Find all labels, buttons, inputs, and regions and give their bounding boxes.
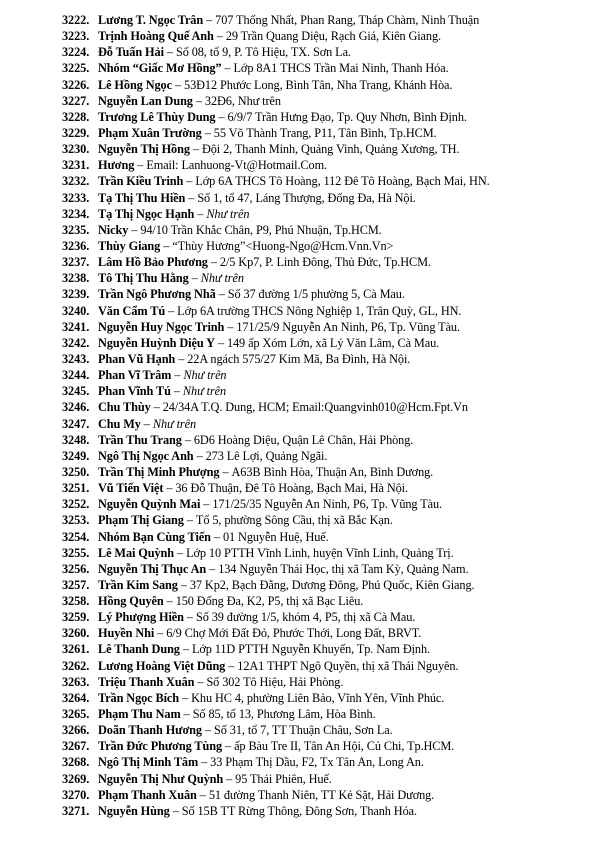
entry-address: Số 15B TT Rừng Thông, Đông Sơn, Thanh Hóa. (181, 803, 417, 818)
entry-name: Đỗ Tuấn Hải (98, 45, 164, 60)
list-item (62, 772, 587, 788)
entry-name: Phan Vũ Hạnh (98, 351, 176, 366)
entry-name: Phan Vĩ Trâm (98, 368, 172, 383)
entry-separator: – (222, 464, 229, 479)
entry-name: Phạm Xuân Trường (98, 125, 202, 140)
entry-number: 3237. (62, 255, 90, 270)
entry-address: 95 Thái Phiên, Huế. (235, 771, 332, 786)
entry-address: 273 Lê Lợi, Quảng Ngãi. (205, 448, 328, 463)
entry-name: Nguyễn Lan Dung (98, 93, 193, 108)
entry-address: Đội 2, Thanh Minh, Quảng Vinh, Quảng Xương, TH. (201, 142, 460, 157)
list-item (62, 691, 587, 707)
entry-name: Trần Thu Trang (98, 432, 182, 447)
entry-separator: – (195, 93, 202, 108)
entry-name: Phạm Thu Nam (98, 707, 181, 722)
entry-address: 24/34A T.Q. Dung, HCM; Email:Quangvinh010@Hcm.Fpt.Vn (162, 400, 468, 415)
entry-number: 3241. (62, 319, 90, 334)
entry-name: Nguyễn Hùng (98, 803, 170, 818)
entry-separator: – (228, 658, 235, 673)
entry-name: Phạm Thị Giang (98, 513, 184, 528)
entry-address: 6/9 Chợ Mới Đất Đỏ, Phước Thới, Long Đất, BRVT. (166, 626, 422, 641)
entry-separator: – (213, 529, 220, 544)
entry-address: ấp Bàu Tre II, Tân An Hội, Củ Chi, Tp.HCM. (234, 739, 455, 754)
entry-address: 94/10 Trần Khắc Chân, P9, Phú Nhuận, Tp.HCM. (140, 222, 382, 237)
entry-address: 55 Võ Thành Trang, P11, Tân Bình, Tp.HCM. (213, 125, 437, 140)
entry-separator: – (184, 432, 191, 447)
entry-separator: – (174, 77, 182, 92)
list-item (62, 594, 587, 610)
entry-name: Hồng Quyên (98, 594, 164, 609)
entry-address: Lớp 10 PTTH Vĩnh Linh, huyện Vĩnh Linh, Quảng Trị. (186, 545, 454, 560)
entry-address: Số 08, tổ 9, P. Tô Hiệu, TX. Sơn La. (175, 45, 351, 60)
list-item (62, 400, 587, 416)
entry-number: 3271. (62, 803, 90, 818)
entry-address: 37 Kp2, Bạch Đằng, Dương Đông, Phú Quốc, Kiên Giang. (189, 577, 475, 592)
list-item (62, 449, 587, 465)
entry-name: Chu Thùy (98, 400, 151, 415)
entry-separator: – (182, 690, 189, 705)
list-item (62, 707, 587, 723)
entry-name: Nguyễn Thị Như Quỳnh (98, 771, 224, 786)
entry-name: Văn Cẩm Tú (98, 303, 166, 318)
list-item (62, 384, 587, 400)
entry-separator: – (204, 125, 211, 140)
entry-separator: – (206, 13, 213, 27)
entry-number: 3253. (62, 513, 90, 528)
entry-name: Lê Thanh Dung (98, 642, 180, 657)
entry-name: Hương (98, 158, 135, 173)
list-item (62, 61, 587, 77)
entry-separator: – (227, 319, 234, 334)
entry-separator: – (192, 142, 199, 157)
entry-separator: – (137, 158, 144, 173)
entry-address: 2/5 Kp7, P. Linh Đông, Thủ Đức, Tp.HCM. (219, 255, 431, 270)
entry-name: Ngô Thị Minh Tâm (98, 755, 199, 770)
entry-number: 3252. (62, 497, 90, 512)
entry-number: 3242. (62, 335, 90, 350)
entry-name: Trần Đức Phương Tùng (98, 739, 223, 754)
entry-address: 171/25/9 Nguyễn An Ninh, P6, Tp. Vũng Tàu. (236, 319, 460, 334)
list-item (62, 723, 587, 739)
list-item (62, 174, 587, 190)
entry-address: 171/25/35 Nguyễn An Ninh, P6, Tp. Vũng Tàu. (212, 497, 443, 512)
list-item (62, 578, 587, 594)
entry-name: Doãn Thanh Hương (98, 723, 202, 738)
entry-separator: – (204, 723, 212, 738)
list-item (62, 304, 587, 320)
list-item (62, 336, 587, 352)
entry-number: 3267. (62, 739, 90, 754)
list-item (62, 433, 587, 449)
entry-separator: – (143, 416, 150, 431)
entry-number: 3228. (62, 109, 90, 124)
entry-name: Nguyễn Thị Hồng (98, 142, 190, 157)
entry-separator: – (168, 303, 175, 318)
entry-name: Lê Hồng Ngọc (98, 77, 172, 92)
entry-number: 3227. (62, 93, 90, 108)
list-item (62, 562, 587, 578)
entry-number: 3268. (62, 755, 90, 770)
entry-address: 33 Phạm Thị Dầu, F2, Tx Tân An, Long An. (210, 755, 424, 770)
list-item (62, 465, 587, 481)
entry-address: A63B Bình Hòa, Thuận An, Bình Dương. (231, 464, 434, 479)
list-item (62, 368, 587, 384)
entry-name: Nhóm “Giấc Mơ Hồng” (98, 61, 222, 76)
entry-separator: – (209, 561, 216, 576)
list-item (62, 739, 587, 755)
entry-number: 3257. (62, 577, 90, 592)
entry-number: 3229. (62, 125, 90, 140)
entry-number: 3256. (62, 561, 90, 576)
entry-number: 3230. (62, 142, 90, 157)
entry-address: Tổ 5, phường Sông Cầu, thị xã Bắc Kạn. (195, 513, 393, 528)
entry-address: Như trên (200, 271, 244, 286)
entry-number: 3264. (62, 690, 90, 705)
entry-separator: – (218, 287, 225, 302)
entry-address: 6D6 Hoàng Diệu, Quận Lê Chân, Hải Phòng. (193, 432, 414, 447)
entry-name: Trần Kim Sang (98, 577, 178, 592)
list-item (62, 207, 587, 223)
list-item (62, 255, 587, 271)
entry-separator: – (210, 255, 217, 270)
list-item (62, 223, 587, 239)
entry-separator: – (178, 351, 185, 366)
entry-number: 3233. (62, 190, 90, 205)
entry-separator: – (173, 384, 180, 399)
entry-address: Số 1, tổ 47, Láng Thượng, Đống Đa, Hà Nội. (197, 190, 416, 205)
entry-address: Như trên (152, 416, 196, 431)
entry-number: 3260. (62, 626, 90, 641)
entry-separator: – (182, 642, 189, 657)
entry-name: Nguyễn Quỳnh Mai (98, 497, 201, 512)
entry-address: Như trên (183, 368, 227, 383)
entry-number: 3245. (62, 384, 90, 399)
entry-name: Trịnh Hoàng Quế Anh (98, 29, 214, 44)
address-list (62, 13, 587, 820)
entry-name: Nguyễn Huy Ngọc Trinh (98, 319, 225, 334)
entry-address: 29 Trần Quang Diệu, Rạch Giá, Kiên Giang. (225, 29, 441, 44)
list-item (62, 417, 587, 433)
entry-address: Như trên (182, 384, 227, 399)
entry-name: Tô Thị Thu Hằng (98, 271, 189, 286)
entry-separator: – (177, 545, 184, 560)
entry-number: 3258. (62, 594, 90, 609)
list-item (62, 642, 587, 658)
entry-name: Tạ Thị Thu Hiền (98, 190, 186, 205)
entry-address: 53Đ12 Phước Long, Bình Tân, Nha Trang, Khánh Hòa. (184, 77, 453, 92)
entry-number: 3238. (62, 271, 90, 286)
list-item (62, 513, 587, 529)
entry-address: 150 Đống Đa, K2, P5, thị xã Bạc Liêu. (175, 594, 364, 609)
entry-number: 3234. (62, 206, 90, 221)
entry-separator: – (191, 271, 198, 286)
entry-address: Email: Lanhuong-Vt@Hotmail.Com. (146, 158, 328, 173)
entry-address: Khu HC 4, phường Liên Bảo, Vĩnh Yên, Vĩnh Phúc. (191, 690, 445, 705)
list-item (62, 804, 587, 820)
entry-number: 3236. (62, 238, 90, 253)
list-item (62, 497, 587, 513)
entry-separator: – (183, 707, 190, 722)
entry-number: 3239. (62, 287, 90, 302)
list-item (62, 788, 587, 804)
list-item (62, 287, 587, 303)
entry-name: Triệu Thanh Xuân (98, 674, 195, 689)
entry-separator: – (157, 626, 164, 641)
list-item (62, 126, 587, 142)
entry-number: 3244. (62, 368, 90, 383)
entry-number: 3224. (62, 45, 90, 60)
entry-number: 3269. (62, 771, 90, 786)
entry-separator: – (188, 190, 195, 205)
entry-number: 3248. (62, 432, 90, 447)
entry-name: Trần Ngọc Bích (98, 690, 180, 705)
entry-address: 22A ngách 575/27 Kim Mã, Ba Đình, Hà Nội. (187, 351, 411, 366)
entry-name: Nhóm Bạn Cùng Tiến (98, 529, 211, 544)
entry-address: Lớp 11D PTTH Nguyễn Khuyến, Tp. Nam Định. (191, 642, 431, 657)
entry-number: 3266. (62, 723, 90, 738)
entry-name: Ngô Thị Ngọc Anh (98, 448, 194, 463)
list-item (62, 546, 587, 562)
entry-number: 3235. (62, 222, 90, 237)
entry-name: Trương Lê Thùy Dung (98, 109, 216, 124)
entry-number: 3222. (62, 13, 90, 27)
list-item (62, 158, 587, 174)
entry-number: 3232. (62, 174, 90, 189)
entry-number: 3265. (62, 707, 90, 722)
entry-name: Lương T. Ngọc Trân (98, 13, 204, 27)
list-item (62, 659, 587, 675)
entry-address: Số 37 đường 1/5 phường 5, Cà Mau. (227, 287, 405, 302)
entry-number: 3255. (62, 545, 90, 560)
list-item (62, 610, 587, 626)
entry-name: Trần Thị Minh Phượng (98, 464, 220, 479)
entry-address: 36 Đỗ Thuận, Đê Tô Hoàng, Bạch Mai, Hà Nội. (175, 481, 408, 496)
entry-separator: – (153, 400, 160, 415)
list-item (62, 271, 587, 287)
entry-separator: – (225, 739, 232, 754)
entry-number: 3226. (62, 77, 90, 92)
entry-address: Số 85, tổ 13, Phương Lâm, Hòa Bình. (192, 707, 376, 722)
entry-name: Nicky (98, 222, 129, 237)
entry-number: 3262. (62, 658, 90, 673)
entry-address: Số 302 Tô Hiệu, Hải Phòng. (206, 674, 344, 689)
list-item (62, 94, 587, 110)
list-item (62, 675, 587, 691)
entry-address: 32Đ6, Như trên (204, 93, 281, 108)
entry-separator: – (224, 61, 231, 76)
entry-separator: – (180, 577, 187, 592)
entry-address: 51 đường Thanh Niên, TT Kẻ Sặt, Hải Dương. (208, 787, 435, 802)
entry-number: 3261. (62, 642, 90, 657)
entry-separator: – (203, 497, 210, 512)
entry-name: Chu My (98, 416, 141, 431)
entry-number: 3270. (62, 787, 90, 802)
entry-name: Huyền Nhi (98, 626, 155, 641)
list-item (62, 530, 587, 546)
entry-number: 3223. (62, 29, 90, 44)
entry-separator: – (216, 29, 223, 44)
entry-separator: – (217, 335, 224, 350)
entry-separator: – (226, 771, 233, 786)
list-item (62, 110, 587, 126)
entry-name: Trần Ngô Phương Nhã (98, 287, 216, 302)
entry-address: 707 Thống Nhất, Phan Rang, Tháp Chàm, Ninh Thuận (215, 13, 480, 27)
entry-name: Phạm Thanh Xuân (98, 787, 197, 802)
entry-address: 134 Nguyễn Thái Học, thị xã Tam Kỳ, Quảng Nam. (218, 561, 469, 576)
entry-name: Lương Hoàng Việt Dũng (98, 658, 226, 673)
entry-name: Tạ Thị Ngọc Hạnh (98, 206, 195, 221)
entry-name: Lý Phượng Hiền (98, 610, 184, 625)
list-item (62, 13, 587, 29)
entry-separator: – (199, 787, 206, 802)
entry-number: 3243. (62, 351, 90, 366)
entry-address: Lớp 6A trường THCS Nông Nghiệp 1, Trân Quỳ, GL, HN. (177, 303, 462, 318)
entry-name: Thùy Giang (98, 238, 161, 253)
entry-separator: – (172, 803, 179, 818)
list-item (62, 626, 587, 642)
entry-number: 3259. (62, 610, 90, 625)
entry-address: 149 ấp Xóm Lớn, xã Lý Văn Lâm, Cà Mau. (226, 335, 440, 350)
entry-separator: – (218, 109, 225, 124)
list-item (62, 481, 587, 497)
entry-name: Nguyễn Thị Thục An (98, 561, 207, 576)
entry-number: 3247. (62, 416, 90, 431)
list-item (62, 29, 587, 45)
list-item (62, 191, 587, 207)
list-item (62, 45, 587, 61)
entry-separator: – (197, 674, 204, 689)
entry-address: Lớp 8A1 THCS Trần Mai Ninh, Thanh Hóa. (233, 61, 449, 76)
entry-separator: – (186, 174, 193, 189)
entry-name: Phan Vĩnh Tú (98, 384, 171, 399)
entry-separator: – (163, 238, 170, 253)
entry-separator: – (197, 206, 204, 221)
entry-number: 3240. (62, 303, 90, 318)
entry-address: Lớp 6A THCS Tô Hoàng, 112 Đê Tô Hoàng, Bạch Mai, HN. (195, 174, 490, 189)
list-item (62, 239, 587, 255)
entry-separator: – (174, 368, 181, 383)
entry-separator: – (201, 755, 208, 770)
entry-number: 3246. (62, 400, 90, 415)
entry-number: 3254. (62, 529, 90, 544)
list-item (62, 755, 587, 771)
entry-address: 12A1 THPT Ngô Quyền, thị xã Thái Nguyên. (237, 658, 459, 673)
list-item (62, 320, 587, 336)
entry-name: Nguyễn Huỳnh Diệu Y (98, 335, 215, 350)
entry-separator: – (196, 448, 203, 463)
entry-separator: – (166, 481, 173, 496)
entry-name: Lâm Hồ Bảo Phương (98, 255, 208, 270)
entry-number: 3231. (62, 158, 90, 173)
entry-number: 3251. (62, 481, 90, 496)
entry-address: 6/9/7 Trần Hưng Đạo, Tp. Quy Nhơn, Bình Định. (227, 109, 467, 124)
entry-name: Vũ Tiến Việt (98, 481, 164, 496)
list-item (62, 352, 587, 368)
entry-name: Lê Mai Quỳnh (98, 545, 175, 560)
entry-number: 3225. (62, 61, 90, 76)
entry-address: Số 39 đường 1/5, khóm 4, P5, thị xã Cà Mau. (195, 610, 416, 625)
entry-separator: – (166, 594, 173, 609)
entry-address: “Thùy Hương”<Huong-Ngo@Hcm.Vnn.Vn> (172, 238, 394, 253)
entry-separator: – (186, 513, 193, 528)
entry-number: 3249. (62, 448, 90, 463)
entry-separator: – (131, 222, 138, 237)
entry-address: Như trên (206, 206, 250, 221)
entry-separator: – (186, 610, 193, 625)
entry-name: Trần Kiều Trinh (98, 174, 184, 189)
entry-number: 3250. (62, 464, 90, 479)
list-item (62, 78, 587, 94)
entry-separator: – (166, 45, 173, 60)
list-item (62, 142, 587, 158)
entry-number: 3263. (62, 674, 90, 689)
entry-address: Số 31, tổ 7, TT Thuận Châu, Sơn La. (214, 723, 393, 738)
entry-address: 01 Nguyễn Huệ, Huế. (222, 529, 329, 544)
